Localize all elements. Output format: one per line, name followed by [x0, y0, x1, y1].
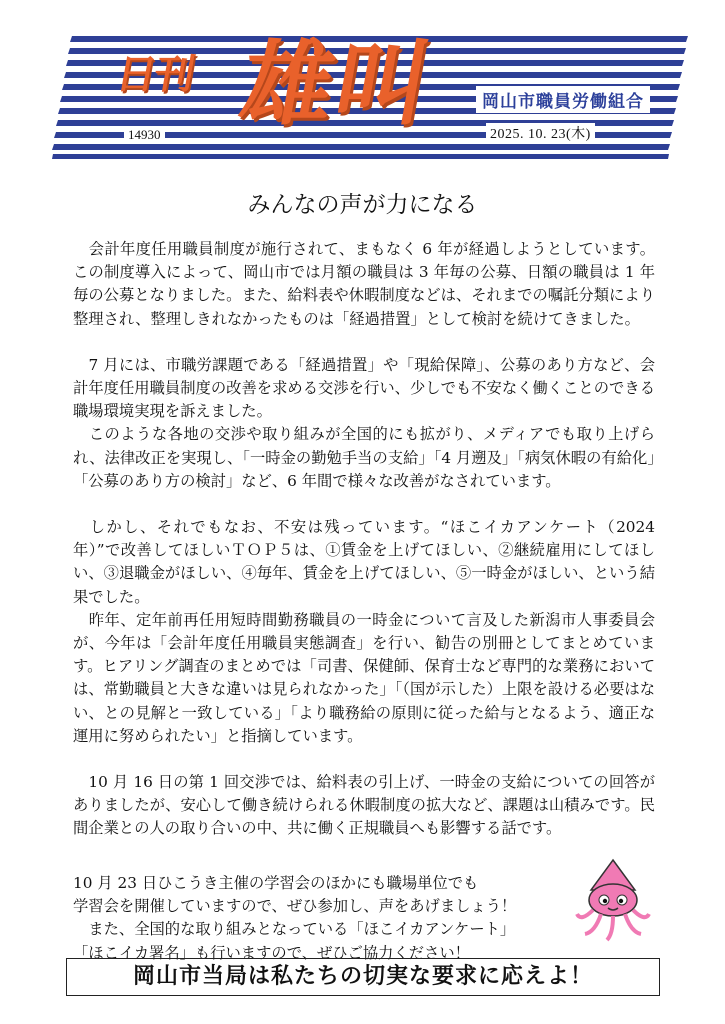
issue-date: 2025. 10. 23(木) — [486, 123, 595, 143]
paragraph: 昨年、定年前再任用短時間勤務職員の一時金について言及した新潟市人事委員会が、今年は「会計年度任用職員実態調査」を行い、勧告の別冊としてまとめています。ヒアリング調査のまとめでは「司書、保健師、保育士など専門的な業務においては、常勤職員と大きな違いは見られなかった」「（国が示した）上限を設ける必要はない、との見解と一致している」「より職務給の原則に従った給与となるよう、適正な運用に努められたい」と指摘しています。 — [73, 610, 655, 745]
headline: みんなの声が力になる — [247, 192, 478, 218]
brand-big-logo: 雄叫 — [232, 31, 440, 138]
paragraph-gap — [73, 493, 655, 516]
closing-line: 10 月 23 日ひこうき主催の学習会のほかにも職場単位でも — [73, 874, 479, 892]
closing-line: 学習会を開催していますので、ぜひ参加し、声をあげましょう！ — [73, 897, 517, 916]
paragraph-gap — [73, 331, 655, 354]
paragraph: 7 月には、市職労課題である「経過措置」や「現給保障」、公募のあり方など、会計年度任用職員制度の改善を求める交渉を行い、少しでも不安なく働くことのできる職場環境実現を訴えました。 — [73, 355, 655, 421]
paragraph: 10 月 16 日の第 1 回交渉では、給料表の引上げ、一時金の支給についての回答がありましたが、安心して働き続けられる休暇制度の拡大など、課題は山積みです。民間企業との人の取り合いの中、共に働く正規職員へも影響する話です。 — [73, 773, 655, 838]
slogan-box: 岡山市当局は私たちの切実な要求に応えよ！ — [66, 958, 660, 996]
closing-line: 「ほこイカ署名」も行いますので、ぜひご協力ください！ — [73, 943, 470, 962]
closing-text — [73, 872, 593, 965]
paragraph: しかし、それでもなお、不安は残っています。“ほこイカアンケート（2024 年）”で改善してほしいＴＯＰ５は、①賃金を上げてほしい、②継続雇用にしてほしい、③退職金がほしい、④毎年、賃金を上げてほしい、⑤一時金がほしい、という結果でした。 — [73, 518, 655, 606]
squid-mascot-icon — [571, 856, 655, 942]
paragraph: このような各地の交渉や取り組みが全国的にも拡がり、メディアでも取り上げられ、法律改正を実現し、「一時金の勤勉手当の支給」「4 月遡及」「病気休暇の有給化」「公募のあり方の検討」など、6 年間で様々な改善がなされています。 — [73, 425, 655, 490]
article-body — [73, 238, 655, 841]
paragraph: 会計年度任用職員制度が施行されて、まもなく 6 年が経過しようとしています。この制度導入によって、岡山市では月額の職員は 3 年毎の公募、日額の職員は 1 年毎の公募となりました。また、給料表や休暇制度などは、それまでの嘱託分類により整理され、整理しきれなかったものは「経過措置」として検討を続けてきました。 — [73, 240, 655, 328]
issue-number: 14930 — [124, 127, 165, 143]
paragraph-gap — [73, 748, 655, 771]
union-name: 岡山市職員労働組合 — [476, 86, 650, 113]
closing-line: また、全国的な取り組みとなっている「ほこイカアンケート」 — [73, 920, 516, 939]
brand-small-logo: 日刊 — [112, 52, 197, 98]
